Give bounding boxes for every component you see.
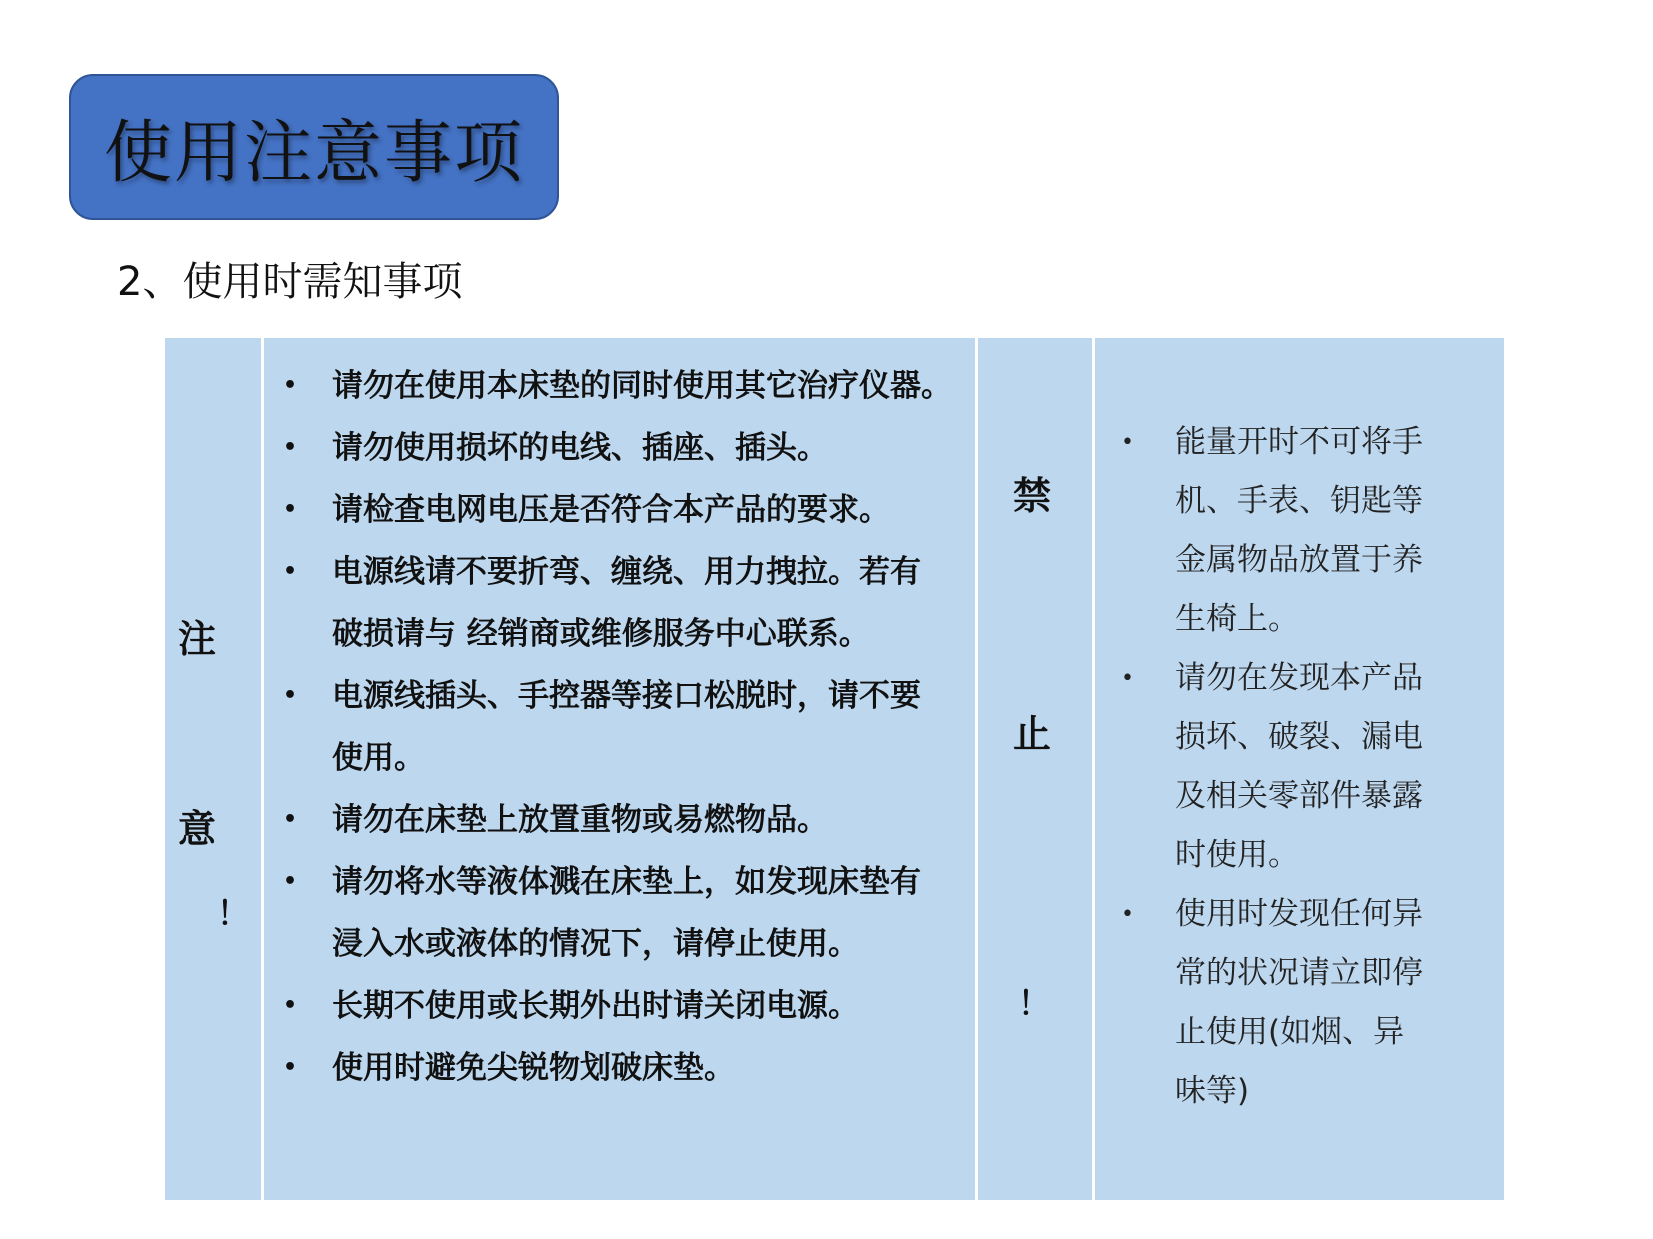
- bullet-icon: •: [283, 497, 298, 522]
- prohibited-label-char-1: 禁: [1013, 474, 1052, 518]
- bullet-icon: •: [1121, 902, 1134, 927]
- notice-items-cell: [264, 338, 975, 1200]
- notice-item: [264, 851, 975, 975]
- notice-item-text: 请勿在使用本床垫的同时使用其它治疗仪器。: [332, 368, 952, 404]
- notice-item-text: 请勿将水等液体溅在床垫上，如发现床垫有 浸入水或液体的情况下，请停止使用。: [332, 864, 921, 962]
- bullet-icon: •: [283, 683, 298, 708]
- bullet-icon: •: [283, 559, 298, 584]
- notice-item: [264, 479, 975, 541]
- notice-label-cell: [165, 338, 261, 1200]
- prohibited-item: [1095, 649, 1504, 885]
- prohibited-item-text: 请勿在发现本产品 损坏、破裂、漏电 及相关零部件暴露 时使用。: [1175, 660, 1423, 873]
- prohibited-list: [1095, 413, 1504, 1121]
- notice-item: [264, 665, 975, 789]
- notice-item-text: 电源线请不要折弯、缠绕、用力拽拉。若有 破损请与 经销商或维修服务中心联系。: [332, 554, 921, 652]
- section-subtitle: 2、使用时需知事项: [117, 259, 463, 305]
- notice-table: [165, 338, 1504, 1200]
- bullet-icon: •: [283, 1055, 298, 1080]
- prohibited-label-char-2: 止: [1013, 712, 1052, 756]
- notice-item: [264, 417, 975, 479]
- notice-label-mark: ！: [217, 894, 250, 932]
- notice-item: [264, 789, 975, 851]
- title-banner: [69, 74, 559, 220]
- prohibited-label-cell: [978, 338, 1092, 1200]
- notice-item-text: 请勿在床垫上放置重物或易燃物品。: [332, 802, 828, 838]
- notice-item-text: 长期不使用或长期外出时请关闭电源。: [332, 988, 859, 1024]
- prohibited-label-mark: ！: [1018, 984, 1051, 1022]
- prohibited-item-text: 能量开时不可将手 机、手表、钥匙等 金属物品放置于养 生椅上。: [1175, 424, 1423, 637]
- bullet-icon: •: [1121, 430, 1134, 455]
- bullet-icon: •: [283, 869, 298, 894]
- page-title: 使用注意事项: [103, 113, 524, 193]
- notice-item-text: 电源线插头、手控器等接口松脱时，请不要 使用。: [332, 678, 921, 776]
- notice-item: [264, 355, 975, 417]
- bullet-icon: •: [1121, 666, 1134, 691]
- notice-item: [264, 541, 975, 665]
- bullet-icon: •: [283, 373, 298, 398]
- notice-item: [264, 1037, 975, 1099]
- prohibited-item: [1095, 885, 1504, 1121]
- prohibited-items-cell: [1095, 338, 1504, 1200]
- bullet-icon: •: [283, 807, 298, 832]
- bullet-icon: •: [283, 993, 298, 1018]
- notice-item-text: 使用时避免尖锐物划破床垫。: [332, 1050, 735, 1086]
- notice-label-char-1: 注: [178, 617, 217, 661]
- notice-item: [264, 975, 975, 1037]
- prohibited-item: [1095, 413, 1504, 649]
- notice-item-text: 请勿使用损坏的电线、插座、插头。: [332, 430, 828, 466]
- bullet-icon: •: [283, 435, 298, 460]
- notice-label-char-2: 意: [178, 807, 217, 851]
- notice-list: [264, 355, 975, 1099]
- prohibited-item-text: 使用时发现任何异 常的状况请立即停 止使用(如烟、异 味等): [1175, 896, 1423, 1109]
- notice-item-text: 请检查电网电压是否符合本产品的要求。: [332, 492, 890, 528]
